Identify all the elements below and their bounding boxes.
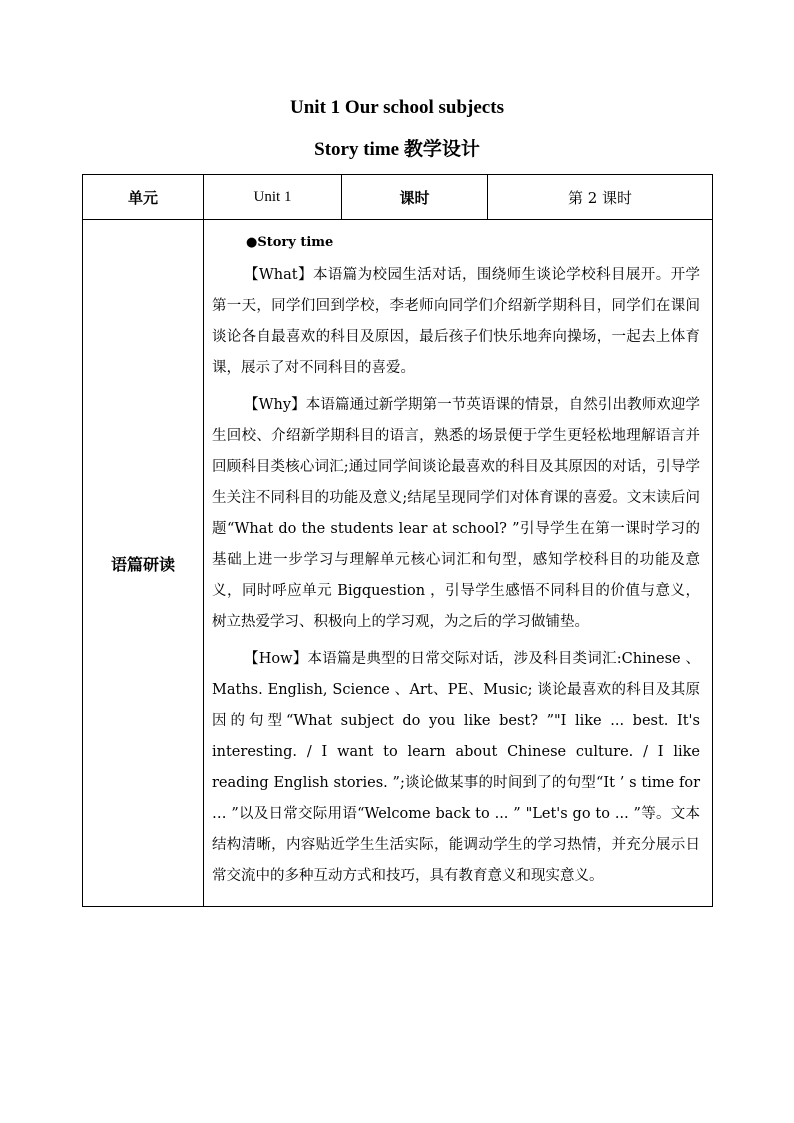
lesson-plan-table (82, 174, 713, 907)
how-tag: 【How】 (244, 651, 308, 667)
section-content-cell (204, 220, 713, 907)
why-tag: 【Why】 (244, 397, 306, 413)
document-title: Unit 1 Our school subjects (290, 97, 504, 118)
how-paragraph (212, 644, 700, 892)
why-paragraph (212, 390, 700, 638)
how-text: 本语篇是典型的日常交际对话，涉及科目类词汇:Chinese 、Maths. English, Science 、Art、PE、Music; 谈论最喜欢的科目及其原因的句型“What subject do you like best? ”"I like ... best. It's interesting. / I want to learn about Chinese culture. / I like reading English stories. ”;谈论做某事的时间到了的句型“It ’ s time for … ”以及日常交际用语“Welcome back to ... ” "Let's go to ... ”等。文本结构清晰，内容贴近学生生活实际，能调动学生的学习热情，并充分展示日常交流中的多种互动方式和技巧，具有教育意义和现实意义。 (212, 651, 700, 884)
what-tag: 【What】 (244, 267, 313, 283)
section-label-cell: 语篇研读 (83, 220, 204, 907)
story-time-bullet: ●Story time (246, 235, 334, 250)
table-header-row (83, 175, 713, 220)
unit-label-cell: 单元 (83, 175, 204, 220)
why-text: 本语篇通过新学期第一节英语课的情景，自然引出教师欢迎学生回校、介绍新学期科目的语言，熟悉的场景便于学生更轻松地理解语言并回顾科目类核心词汇;通过同学间谈论最喜欢的科目及其原因的对话，引导学生关注不同科目的功能及意义;结尾呈现同学们对体育课的喜爱。文末读后问题“What do the students lear at school? ”引导学生在第一课时学习的基础上进一步学习与理解单元核心词汇和句型，感知学校科目的功能及意义，同时呼应单元 Bigquestion ，引导学生感悟不同科目的价值与意义，树立热爱学习、积极向上的学习观，为之后的学习做铺垫。 (212, 397, 701, 630)
what-paragraph (212, 260, 700, 384)
unit-value-cell: Unit 1 (204, 175, 342, 220)
document-subtitle: Story time 教学设计 (314, 139, 480, 160)
lesson-value-cell: 第 2 课时 (488, 175, 713, 220)
table-content-row (83, 220, 713, 907)
what-text: 本语篇为校园生活对话，围绕师生谈论学校科目展开。开学第一天，同学们回到学校，李老师向同学们介绍新学期科目，同学们在课间谈论各自最喜欢的科目及原因，最后孩子们快乐地奔向操场，一起去上体育课，展示了对不同科目的喜爱。 (212, 267, 701, 376)
lesson-label-cell: 课时 (342, 175, 488, 220)
